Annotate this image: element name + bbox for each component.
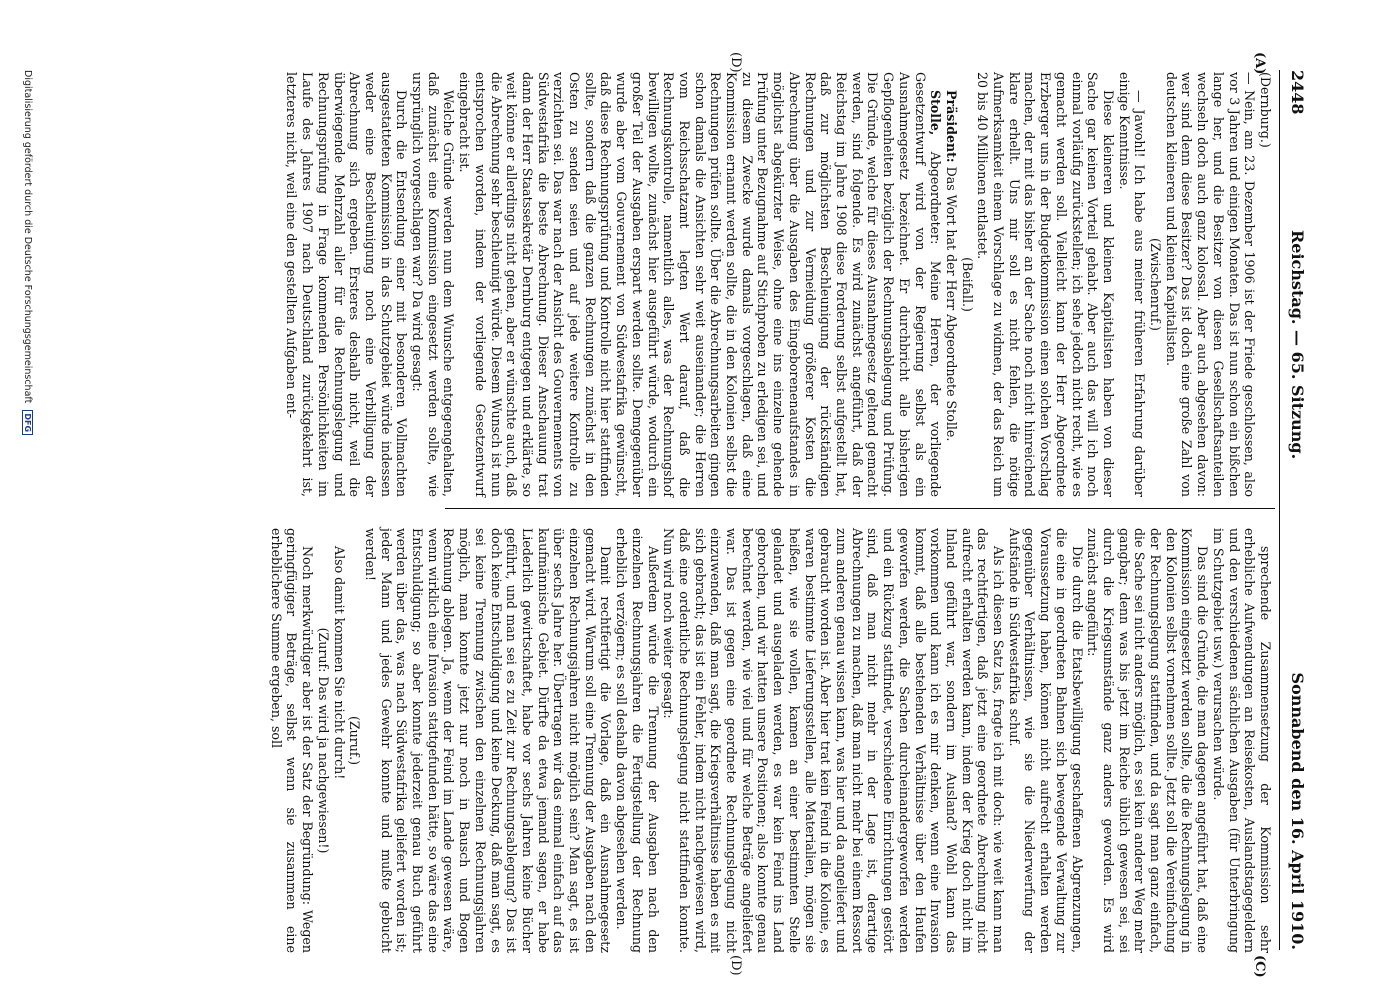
interjection: (Zuruf: Das wird ja nachgewiesen!) xyxy=(315,627,331,854)
dfg-logo: DFG xyxy=(22,410,33,435)
session-date: Sonnabend den 16. April 1910. xyxy=(1288,672,1307,950)
paragraph: Noch merkwürdiger aber ist der Satz der Begründung: Wegen geringfügiger Beträge, selbst wenn sie zusammen eine erheblichere Summe ergeben, soll xyxy=(268,528,316,953)
paragraph: — Nein, am 23. Dezember 1906 ist der Friede geschlossen, also vor 3 Jahren und einigen Monaten. Das ist nun schon ein bißchen lange her, und die Besitzer von diesen Gesellschaftsanteilen wechseln doch auch ganz kolossal. Aber auch abgesehen davon: wer sind denn diese Besitzer? Das ist doch eine große Zahl von deutschen kleineren und kleinen Kapitalisten. xyxy=(1163,72,1258,497)
paragraph: Also damit kommen Sie nicht durch! xyxy=(331,546,347,780)
header-rule xyxy=(1279,70,1280,950)
speaker-paragraph xyxy=(943,72,959,497)
margin-marker-a: (A) xyxy=(1252,52,1267,75)
margin-marker-c: (C) xyxy=(1252,955,1267,978)
paragraph: Die durch die Etatsbewilligung geschaffenen Abgrenzungen, die eine in geordneten Bahnen sich bewegende Verwaltung zur Voraussetzung haben, können nicht aufrecht erhalten werden gegenüber Verhältnissen, wie sie die Niederwerfung der Aufstände in Südwestafrika schuf. xyxy=(1006,528,1085,953)
speaker-paragraph xyxy=(456,72,943,497)
running-title: Reichstag. — 65. Sitzung. xyxy=(1288,230,1307,460)
interjection: (Zwischenruf.) xyxy=(1148,238,1164,331)
page-header xyxy=(1281,70,1307,950)
column-separator xyxy=(445,508,1275,509)
page-footer xyxy=(15,70,33,950)
paragraph: sprechende Zusammensetzung der Kommission sehr erhebliche Aufwendungen an Reisekosten, Auslandstagegeldern und den verschiedenen sächlichen Ausgaben (für Unterbringung im Schutzgebiet usw.) verursachen würde. xyxy=(1210,528,1273,953)
margin-marker-d-right: (D) xyxy=(728,955,743,976)
margin-marker-d-left: (D) xyxy=(728,52,743,73)
paragraph: Außerdem würde die Trennung der Ausgaben nach den einzelnen Rechnungsjahren die Fertigstellung der Rechnung erheblich verzögern; es soll deshalb davon abgesehen werden. xyxy=(614,528,661,953)
left-column xyxy=(284,72,1273,497)
interjection: (Beifall.) xyxy=(959,257,975,312)
speaker-name: Präsident: xyxy=(943,90,959,163)
funding-note: Digitalisierung gefördert durch die Deutsche Forschungsgemeinschaft xyxy=(22,70,33,404)
speaker-name: Stolle, xyxy=(928,90,944,136)
interjection: (Zuruf.) xyxy=(347,715,363,766)
paragraph: Als ich diesen Satz las, fragte ich mit doch: wie weit kann man das rechtfertigen, daß jetzt eine geordnete Abrechnung nicht aufrecht erhalten werden kann, indem der Krieg doch nicht im Inland geführt war, sondern im Ausland? Wohl kann das vorkommen und kann ich es mir denken, wenn eine Invasion kommt, daß alle bestehenden Verhältnisse über den Haufen geworfen werden, die Sachen durcheinandergeworfen werden und ein Rückzug stattfindet, verschiedene Einrichtungen gestört sind, daß man nicht mehr in der Lage ist, derartige Abrechnungen zu machen, daß man nicht mehr bei einem Ressort zum anderen genau wissen kann, was hier und da angeliefert und gebraucht worden ist. Aber hier trat kein Feind in die Kolonie, es waren bestimmte Lieferungsstellen, alle Materialien, mögen sie heißen, wie sie wollen, kamen an einer bestimmten Stelle gelandet und ausgeladen werden, es war kein Feind ins Land gebrochen, und wir hatten unsere Positionen; also konnte genau berechnet werden, wie viel und für welche Beträge angeliefert war. Das ist gegen eine geordnete Rechnungslegung nicht einzuwenden, daß man sagt, die Kriegsverhältnisse haben es mit sich gebracht; das ist ein Fehler, indem nicht nachgewiesen wird, daß eine ordentliche Rechnungslegung nicht stattfinden konnte. Nun wird noch weiter gesagt: xyxy=(661,528,1007,953)
speech-text: Abgeordneter: Meine Herren, der vorliegende Gesetzentwurf wird von der Regierung selbst als ein Ausnahmegesetz bezeichnet. Er durchbricht alle bisherigen Gepflogenheiten bezüglich der Rechnungsablegung und Prüfung. Die Gründe, welche für dieses Ausnahmegesetz geltend gemacht werden, sind folgende. Es wird zunächst angeführt, daß der Reichstag im Jahre 1908 diese Forderung selbst aufgestellt hat, daß zur möglichsten Beschleunigung der rückständigen Rechnungen und zur Vermeidung größerer Kosten die Abrechnung über die Ausgaben des Eingeborenenaufstandes in möglichst abgekürzter Weise, ohne eine ins einzelne gehende Prüfung unter Bezugnahme auf Stichproben zu erledigen sei, und zu diesem Zwecke wurde damals vorgeschlagen, daß eine Kommission ernannt werden sollte, die in den Kolonien selbst die Rechnungen prüfen sollte. Über die Abrechnungsarbeiten gingen schon damals die Ansichten sehr weit auseinander; die Herren vom Reichsschatzamt legten Wert darauf, daß die Rechnungskontrolle, namentlich alles, was der Rechnungshof bewilligen wollte, zunächst hier ausgeführt würde, wodurch ein großer Teil der Ausgaben erspart werden sollte. Demgegenüber wurde aber vom Gouvernement von Südwestafrika gewünscht, daß diese Rechnungsprüfung und Kontrolle nicht hier stattfinden sollte, sondern daß die ganzen Rechnungen zunächst in den Osten zu senden seien und auf jede weitere Kontrolle zu verzichten sei. Das war nach der Ansicht des Gouvernements von Südwestafrika die beste Abrechnung. Dieser Anschauung trat dann der Herr Staatssekretär Dernburg entgegen und erklärte, so weit könne er allerdings nicht gehen, aber er wünschte auch, daß die Abrechnung sehr beschleunigt würde. Diesem Wunsch ist nun entsprochen worden, indem der vorliegende Gesetzentwurf eingebracht ist. xyxy=(457,72,944,497)
speech-text: Das Wort hat der Herr Abgeordnete Stolle. xyxy=(943,166,959,442)
paragraph: Das sind die Gründe, die man dagegen angeführt hat, daß eine Kommission eingesetzt werden sollte, die die Rechnungslegung in den Kolonien selbst vornehmen sollte. Jetzt soll die Vereinfachung der Rechnungslegung stattfinden, und da sagt man ganz einfach, die Sache sei nicht anders möglich, es sei kein anderer Weg mehr gangbar; denn was bis jetzt im Reiche üblich gewesen sei, sei durch die Kriegsumstände ganz anders geworden. Es wird zunächst angeführt: xyxy=(1085,528,1211,953)
page-number: 2448 xyxy=(1288,70,1307,115)
paragraph: Durch die Entsendung einer mit besonderen Vollmachten ausgestatteten Kommission in das Schutzgebiet würde indessen weder eine Beschleunigung noch eine Verbilligung der Abrechnung sich ergeben. Ersteres deshalb nicht, weil die überwiegende Mehrzahl aller für die Rechnungslegung und Rechnungsprüfung in Frage kommenden Persönlichkeiten im Laufe des Jahres 1907 nach Deutschland zurückgekehrt ist, letzteres nicht, weil eine den gestellten Aufgaben ent- xyxy=(284,72,410,497)
paragraph: — Jawohl! Ich habe aus meiner früheren Erfahrung darüber einige Kenntnisse. xyxy=(1116,72,1148,497)
paragraph: Diese kleineren und kleinen Kapitalisten haben von dieser Sache gar keinen Vorteil gehabt. Aber auch das will ich noch einmal vorläufig zurückstellen; ich sehe jedoch nicht recht, wie es gemacht werden soll. Vielleicht kann der Herr Abgeordnete Erzberger uns in der Budgetkommission einen solchen Vorschlag machen, der mit das bisher an der Sache noch nicht hinreichend klare erhellt. Uns mir soll es nicht fehlen, die nötige Aufmerksamkeit einem Vorschlage zu widmen, der das Reich um 20 bis 40 Millionen entlastet. xyxy=(975,72,1116,497)
paragraph: Welche Gründe werden nun dem Wunsche entgegengehalten, daß zunächst eine Kommission eingesetzt werden sollte, wie ursprünglich vorgeschlagen war? Da wird gesagt: xyxy=(410,72,457,497)
paragraph: Damit rechtfertigt die Vorlage, daß ein Ausnahmegesetz gemacht wird. Warum soll eine Trennung der Ausgaben nach den einzelnen Rechnungsjahren nicht möglich sein? Man sagt, es ist über sechs Jahre her. Übertragen wir das einmal einfach auf das kaufmännische Gebiet. Dürfte da etwa jemand sagen, er habe Liederlich gewirtschaftet, habe vor sechs Jahren keine Bücher geführt, und man sei es zu Zeit zur Rechnungsablegung? Das ist doch keine Entschuldigung und keine Deckung, daß man sagt, es sei keine Trennung zwischen den einzelnen Rechnungsjahren möglich, man konnte jetzt nur noch in Bausch und Bogen Rechnung ablegen. Ja, wenn der Feind im Lande gewesen wäre, wenn wirklich eine Invasion stattgefunden hätte, so wäre das eine Entschuldigung; so aber konnte jederzeit genau Buch geführt werden über das, was nach Südwestafrika geliefert worden ist; jeder Mann und jedes Gewehr konnte und mußte gebucht werden! xyxy=(362,528,614,953)
right-column xyxy=(268,528,1273,953)
paragraph: (Dernburg.) xyxy=(1258,72,1273,148)
